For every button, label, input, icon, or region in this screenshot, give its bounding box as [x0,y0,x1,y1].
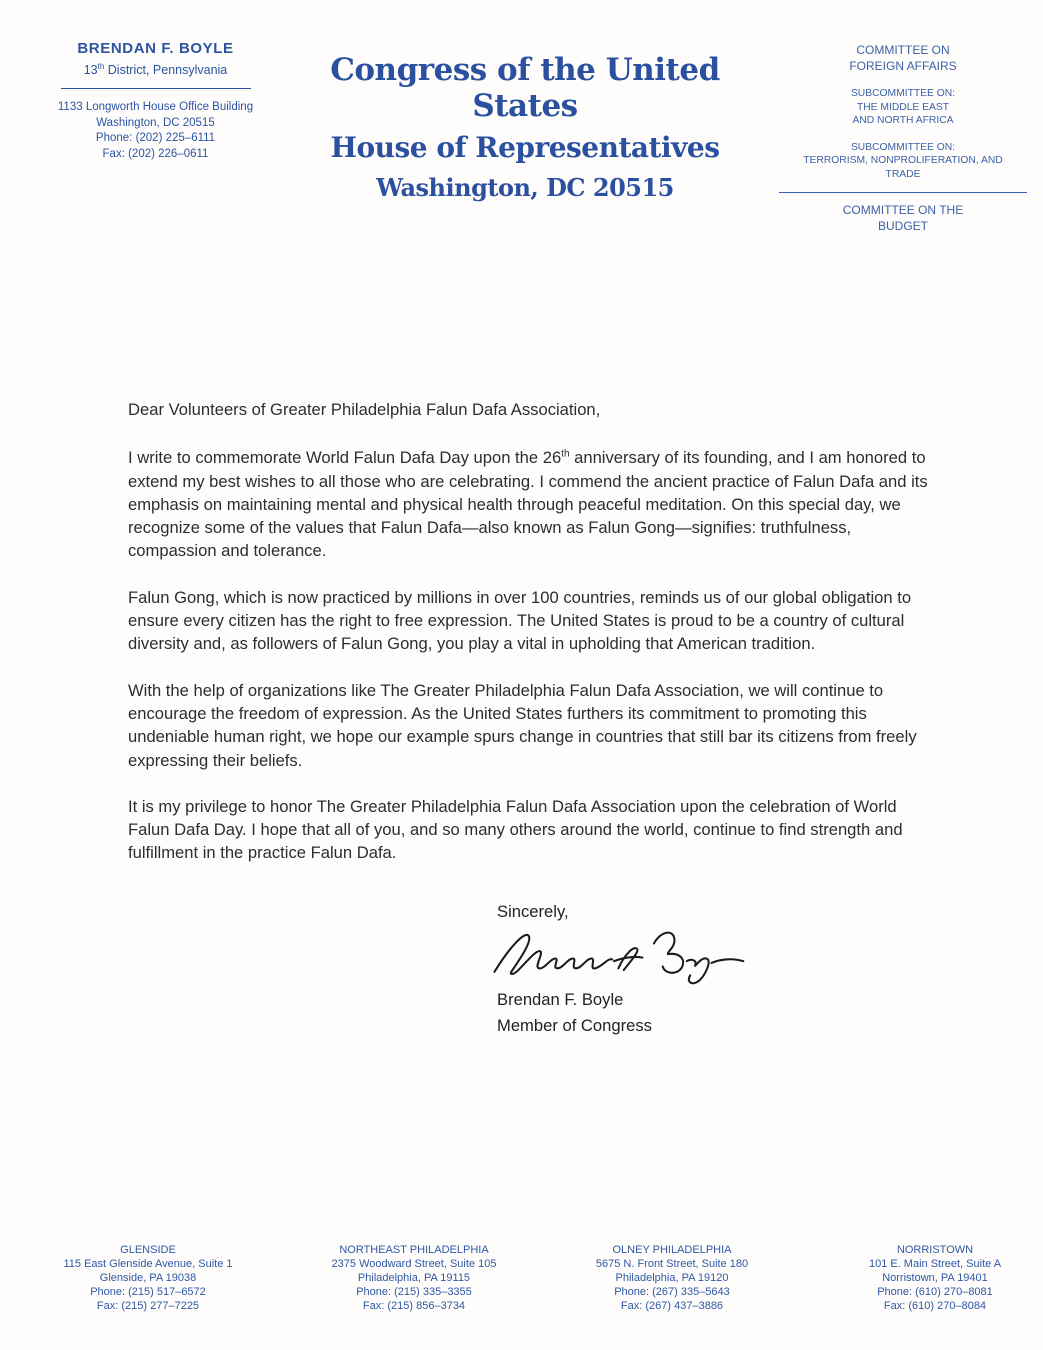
district-number: 13 [83,63,98,78]
subcommittee-line: TRADE [885,168,921,180]
subcommittee-line: THE MIDDLE EAST [856,101,950,113]
office-norristown [810,1243,1043,1313]
signature-image [477,924,767,986]
committee-line: COMMITTEE ON THE [842,203,964,217]
committee-foreign-affairs [772,42,1034,74]
paragraph-1-text: anniversary of its founding, and I am honored to extend my best wishes to all those who are celebrating. I commend the ancient practice of Falun Dafa and its emphasis on maintaining mental and physical health through peaceful meditation. On this special day, we recognize some of the values that Falun Dafa—also known as Falun Gong—signifies: truthfulness, compassion and tolerance. [128,448,928,561]
office-line: 2375 Woodward Street, Suite 105 [331,1258,497,1270]
closing-block [497,902,767,1038]
office-line: 115 East Glenside Avenue, Suite 1 [63,1258,233,1270]
paragraph-4: It is my privilege to honor The Greater Philadelphia Falun Dafa Association upon the celebration of World Falun Dafa Day. I hope that all of you, and so many others around the world, continue to find strength and fulfillment in the practice Falun Dafa. [128,796,903,863]
district-ordinal: th [97,62,105,71]
valediction: Sincerely, [497,902,569,921]
committee-line: FOREIGN AFFAIRS [849,59,957,73]
committee-line: COMMITTEE ON [856,43,950,57]
subcommittee-line: AND NORTH AFRICA [852,115,954,126]
office-line: Phone: (267) 335–5643 [614,1286,730,1298]
signer-title: Member of Congress [497,1016,652,1035]
paragraph-1 [128,446,928,562]
paragraph-1-text: I write to commemorate World Falun Dafa Day upon the 26 [128,448,562,468]
committees-divider [779,192,1027,193]
address-line: Phone: (202) 225–6111 [95,132,216,145]
office-line: Philadelphia, PA 19115 [357,1272,471,1284]
letter-body [128,398,928,888]
subcommittee-line: SUBCOMMITTEE ON: [850,141,956,153]
office-line: Phone: (610) 270–8081 [877,1286,993,1298]
subcommittee-middle-east [772,87,1034,128]
member-divider [61,88,251,89]
office-olney-philadelphia [547,1243,797,1313]
paragraph-3: With the help of organizations like The Greater Philadelphia Falun Dafa Association, we will continue to encourage the freedom of expression. As the United States furthers its commitment to promoting this undeniable human right, we hope our example spurs change in countries that still bar its citizens from freely expressing their beliefs. [128,680,917,770]
subcommittee-line: SUBCOMMITTEE ON: [850,88,956,99]
office-line: 5675 N. Front Street, Suite 180 [595,1258,749,1270]
office-northeast-philadelphia [289,1243,539,1313]
masthead-line-house: House of Representatives [330,131,720,164]
office-line: Phone: (215) 517–6572 [90,1286,206,1298]
office-name: NORTHEAST PHILADELPHIA [339,1244,489,1256]
office-name: OLNEY PHILADELPHIA [612,1244,732,1256]
salutation: Dear Volunteers of Greater Philadelphia Falun Dafa Association, [128,400,601,419]
subcommittee-line: TERRORISM, NONPROLIFERATION, AND [803,155,1003,166]
paragraph-2: Falun Gong, which is now practiced by millions in over 100 countries, reminds us of our global obligation to ensure every citizen has the right to free expression. The United States is proud to be a country of cultural diversity and, as followers of Falun Gong, you play a vital in upholding that American tradition. [128,587,912,654]
committee-budget [772,202,1034,234]
office-line: Norristown, PA 19401 [882,1272,988,1284]
committees-block [772,42,1034,234]
office-line: Fax: (215) 277–7225 [96,1300,200,1312]
dc-office-address [38,100,273,162]
office-glenside [23,1243,273,1313]
subcommittee-terrorism [772,141,1034,182]
office-line: Fax: (267) 437–3886 [620,1300,724,1312]
office-name: GLENSIDE [120,1244,176,1256]
office-line: Fax: (215) 856–3734 [362,1300,466,1312]
congress-masthead [300,52,750,202]
address-line: Fax: (202) 226–0611 [102,147,209,160]
office-line: Fax: (610) 270–8084 [883,1300,987,1312]
office-line: Glenside, PA 19038 [99,1272,197,1284]
office-line: Philadelphia, PA 19120 [615,1272,729,1284]
masthead-line-washington: Washington, DC 20515 [376,173,674,202]
signer-name: Brendan F. Boyle [497,990,624,1009]
office-line: Phone: (215) 335–3355 [356,1286,472,1298]
district-state: District, Pennsylvania [104,63,228,78]
member-info-block [38,40,273,162]
office-name: NORRISTOWN [896,1244,974,1256]
member-name: BRENDAN F. BOYLE [77,40,234,57]
member-district [38,62,273,77]
ordinal-superscript: th [561,448,570,460]
address-line: 1133 Longworth House Office Building [57,101,254,114]
committee-line: BUDGET [877,219,928,233]
masthead-line-congress: Congress of the United States [330,52,720,124]
office-line: 101 E. Main Street, Suite A [868,1258,1002,1270]
address-line: Washington, DC 20515 [96,116,215,129]
